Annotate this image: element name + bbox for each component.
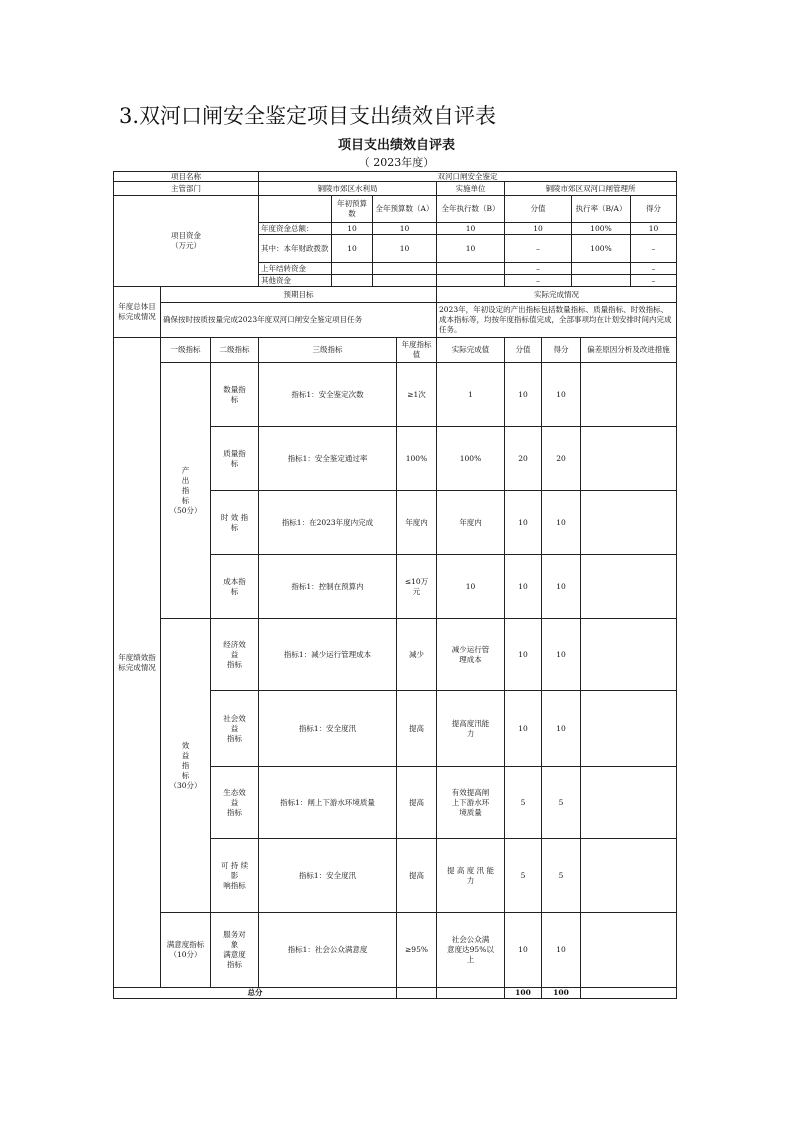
perf-score: 10 bbox=[541, 912, 581, 988]
perf-level2: 社会效 益 指标 bbox=[210, 690, 259, 767]
perf-header-1: 一级指标 bbox=[160, 337, 211, 363]
perf-deviation bbox=[580, 690, 677, 767]
dept-value: 铜陵市郊区水利局 bbox=[258, 181, 437, 196]
perf-points: 10 bbox=[504, 490, 542, 555]
perf-level2: 成本指 标 bbox=[210, 554, 259, 619]
perf-score: 10 bbox=[541, 690, 581, 767]
perf-target: 减少 bbox=[396, 618, 437, 691]
perf-level2: 数量指 标 bbox=[210, 362, 259, 427]
perf-target: 提高 bbox=[396, 838, 437, 913]
goals-expected: 确保按时按质按量完成2023年度双河口闸安全鉴定项目任务 bbox=[160, 302, 437, 338]
perf-target: 100% bbox=[396, 426, 437, 491]
funds-row-value: – bbox=[630, 274, 677, 287]
perf-deviation bbox=[580, 490, 677, 555]
impl-value: 铜陵市郊区双河口闸管理所 bbox=[504, 181, 677, 196]
funds-header-1: 年初预算数 bbox=[331, 195, 373, 223]
table-subtitle: （ 2023年度） bbox=[358, 156, 435, 169]
funds-header-blank bbox=[258, 195, 332, 223]
perf-target: 提高 bbox=[396, 690, 437, 767]
funds-row-value: – bbox=[504, 262, 572, 275]
funds-row-value: – bbox=[504, 234, 572, 263]
perf-actual: 10 bbox=[436, 554, 505, 619]
perf-points: 5 bbox=[504, 838, 542, 913]
impl-label: 实施单位 bbox=[436, 181, 505, 196]
goals-actual: 2023年，年初设定的产出指标包括数量指标、质量指标、时效指标、成本指标等，均按年度指标值完成，全部事项均在计划安排时间内完成任务。 bbox=[436, 302, 677, 338]
perf-actual: 减少运行管 理成本 bbox=[436, 618, 505, 691]
perf-level3: 指标1：减少运行管理成本 bbox=[258, 618, 397, 691]
perf-header-2: 二级指标 bbox=[210, 337, 259, 363]
goals-expected-label: 预期目标 bbox=[160, 286, 437, 303]
dept-label: 主管部门 bbox=[113, 181, 259, 196]
total-label: 总分 bbox=[113, 987, 397, 999]
perf-header-3: 三级指标 bbox=[258, 337, 397, 363]
perf-level3: 指标1：控制在预算内 bbox=[258, 554, 397, 619]
perf-score: 10 bbox=[541, 618, 581, 691]
funds-row-value: 10 bbox=[331, 222, 373, 235]
perf-header-8: 偏差原因分析及改进措施 bbox=[580, 337, 677, 363]
perf-level3: 指标1：安全度汛 bbox=[258, 690, 397, 767]
funds-row-value: 10 bbox=[331, 234, 373, 263]
perf-points: 10 bbox=[504, 554, 542, 619]
project-name-label: 项目名称 bbox=[113, 171, 259, 182]
project-name-value: 双河口闸安全鉴定 bbox=[258, 171, 677, 182]
perf-actual: 提 高 度 汛 能 力 bbox=[436, 838, 505, 913]
perf-points: 10 bbox=[504, 690, 542, 767]
perf-level2: 时 效 指 标 bbox=[210, 490, 259, 555]
perf-header-6: 分值 bbox=[504, 337, 542, 363]
page-heading: 3.双河口闸安全鉴定项目支出绩效自评表 bbox=[119, 104, 497, 128]
perf-score: 5 bbox=[541, 766, 581, 839]
perf-points: 5 bbox=[504, 766, 542, 839]
perf-level3: 指标1：安全鉴定次数 bbox=[258, 362, 397, 427]
perf-deviation bbox=[580, 838, 677, 913]
perf-deviation bbox=[580, 766, 677, 839]
perf-header-4: 年度指标值 bbox=[396, 337, 437, 363]
funds-row-value: – bbox=[630, 262, 677, 275]
funds-label: 项目资金 （万元） bbox=[113, 195, 259, 287]
funds-row-value: 10 bbox=[630, 222, 677, 235]
perf-actual: 社会公众满 意度达95%以 上 bbox=[436, 912, 505, 988]
perf-level2: 质量指 标 bbox=[210, 426, 259, 491]
perf-score: 5 bbox=[541, 838, 581, 913]
perf-level1: 产 出 指 标 （50分） bbox=[160, 362, 211, 619]
perf-target: 年度内 bbox=[396, 490, 437, 555]
perf-actual: 提高度汛能 力 bbox=[436, 690, 505, 767]
perf-header-5: 实际完成值 bbox=[436, 337, 505, 363]
funds-row-value: 10 bbox=[504, 222, 572, 235]
perf-header-7: 得分 bbox=[541, 337, 581, 363]
perf-deviation bbox=[580, 362, 677, 427]
total-blank bbox=[436, 987, 505, 999]
perf-points: 10 bbox=[504, 362, 542, 427]
funds-row-value: 100% bbox=[571, 222, 631, 235]
perf-points: 10 bbox=[504, 618, 542, 691]
funds-row-label: 上年结转资金 bbox=[258, 262, 332, 275]
total-blank bbox=[580, 987, 677, 999]
funds-row-value: 100% bbox=[571, 234, 631, 263]
funds-row-label: 年度资金总额： bbox=[258, 222, 332, 235]
funds-row-label: 其中：本年财政拨款 bbox=[258, 234, 332, 263]
perf-level3: 指标1：闸上下游水环境质量 bbox=[258, 766, 397, 839]
funds-row-value: 10 bbox=[372, 222, 437, 235]
goals-actual-label: 实际完成情况 bbox=[436, 286, 677, 303]
funds-row-label: 其他资金 bbox=[258, 274, 332, 287]
funds-header-3: 全年执行数（B） bbox=[436, 195, 505, 223]
perf-deviation bbox=[580, 554, 677, 619]
perf-points: 10 bbox=[504, 912, 542, 988]
perf-deviation bbox=[580, 912, 677, 988]
funds-row-value: – bbox=[504, 274, 572, 287]
perf-target: ≥1次 bbox=[396, 362, 437, 427]
perf-score: 10 bbox=[541, 362, 581, 427]
funds-header-2: 全年预算数（A） bbox=[372, 195, 437, 223]
perf-actual: 有效提高闸 上下游水环 境质量 bbox=[436, 766, 505, 839]
funds-header-6: 得分 bbox=[630, 195, 677, 223]
funds-row-value: 10 bbox=[372, 234, 437, 263]
table-title: 项目支出绩效自评表 bbox=[337, 138, 455, 153]
perf-level3: 指标1：社会公众满意度 bbox=[258, 912, 397, 988]
perf-target: 提高 bbox=[396, 766, 437, 839]
perf-score: 10 bbox=[541, 554, 581, 619]
funds-header-4: 分值 bbox=[504, 195, 572, 223]
perf-score: 20 bbox=[541, 426, 581, 491]
perf-target: ≥95% bbox=[396, 912, 437, 988]
perf-level2: 生态效 益 指标 bbox=[210, 766, 259, 839]
funds-row-value: 10 bbox=[436, 222, 505, 235]
funds-header-5: 执行率（B/A） bbox=[571, 195, 631, 223]
goals-label: 年度总体目标完成情况 bbox=[113, 286, 161, 338]
perf-score: 10 bbox=[541, 490, 581, 555]
perf-level3: 指标1：安全度汛 bbox=[258, 838, 397, 913]
perf-deviation bbox=[580, 426, 677, 491]
perf-level1: 效 益 指 标 （30分） bbox=[160, 618, 211, 913]
perf-actual: 年度内 bbox=[436, 490, 505, 555]
funds-row-value: 10 bbox=[436, 234, 505, 263]
perf-target: ≤10万 元 bbox=[396, 554, 437, 619]
total-score: 100 bbox=[541, 987, 581, 999]
perf-label: 年度绩效指标完成情况 bbox=[113, 337, 161, 988]
perf-level3: 指标1：在2023年度内完成 bbox=[258, 490, 397, 555]
perf-level3: 指标1：安全鉴定通过率 bbox=[258, 426, 397, 491]
perf-actual: 100% bbox=[436, 426, 505, 491]
total-points: 100 bbox=[504, 987, 542, 999]
perf-level2: 可 持 续 影 响指标 bbox=[210, 838, 259, 913]
perf-deviation bbox=[580, 618, 677, 691]
perf-actual: 1 bbox=[436, 362, 505, 427]
perf-level2: 服务对 象 满意度 指标 bbox=[210, 912, 259, 988]
total-blank bbox=[396, 987, 437, 999]
funds-row-value: – bbox=[630, 234, 677, 263]
perf-level1: 满意度指标 （10分） bbox=[160, 912, 211, 988]
perf-points: 20 bbox=[504, 426, 542, 491]
perf-level2: 经济效 益 指标 bbox=[210, 618, 259, 691]
